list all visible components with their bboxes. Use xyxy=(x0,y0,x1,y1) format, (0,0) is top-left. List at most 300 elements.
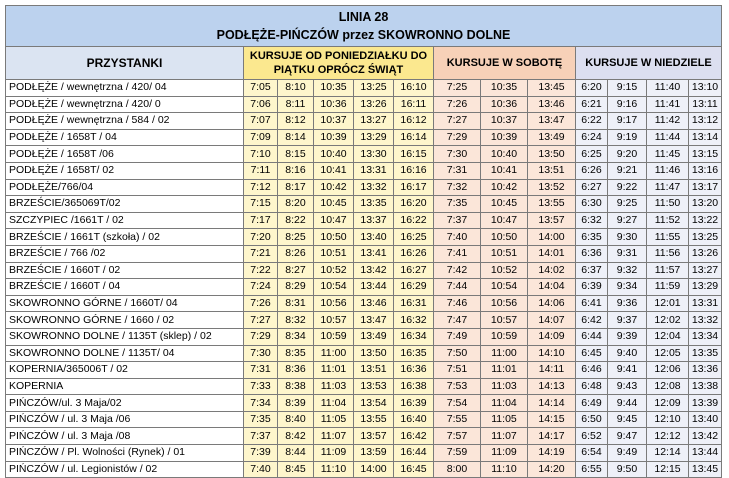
weekday-departure-time: 16:17 xyxy=(394,179,434,196)
stop-name: PIŃCZÓW / ul. 3 Maja /06 xyxy=(6,411,244,428)
sunday-departure-time: 11:52 xyxy=(647,212,689,229)
saturday-departure-time: 7:35 xyxy=(434,196,481,213)
weekday-departure-time: 10:37 xyxy=(314,113,354,130)
weekday-departure-time: 13:29 xyxy=(354,129,394,146)
saturday-departure-time: 10:52 xyxy=(481,262,528,279)
weekday-departure-time: 8:20 xyxy=(278,196,314,213)
stop-name: PODŁĘŻE / 1658T /06 xyxy=(6,146,244,163)
saturday-departure-time: 7:57 xyxy=(434,428,481,445)
weekday-departure-time: 10:57 xyxy=(314,312,354,329)
weekday-departure-time: 10:39 xyxy=(314,129,354,146)
sunday-departure-time: 6:54 xyxy=(576,445,608,462)
saturday-departure-time: 11:07 xyxy=(481,428,528,445)
weekday-departure-time: 10:41 xyxy=(314,162,354,179)
weekday-departure-time: 8:16 xyxy=(278,162,314,179)
weekday-departure-time: 7:15 xyxy=(244,196,278,213)
weekday-departure-time: 7:33 xyxy=(244,378,278,395)
weekday-departure-time: 7:11 xyxy=(244,162,278,179)
saturday-departure-time: 14:11 xyxy=(528,362,576,379)
weekday-departure-time: 16:36 xyxy=(394,362,434,379)
weekday-departure-time: 7:29 xyxy=(244,328,278,345)
weekday-departure-time: 10:42 xyxy=(314,179,354,196)
saturday-departure-time: 7:50 xyxy=(434,345,481,362)
weekday-departure-time: 16:15 xyxy=(394,146,434,163)
saturday-departure-time: 11:01 xyxy=(481,362,528,379)
table-row xyxy=(6,461,722,478)
weekday-departure-time: 10:52 xyxy=(314,262,354,279)
line-number: LINIA 28 xyxy=(338,10,389,24)
weekday-departure-time: 16:22 xyxy=(394,212,434,229)
weekday-departure-time: 13:57 xyxy=(354,428,394,445)
sunday-departure-time: 13:11 xyxy=(689,96,722,113)
sunday-departure-time: 13:38 xyxy=(689,378,722,395)
sunday-departure-time: 11:42 xyxy=(647,113,689,130)
weekday-departure-time: 7:37 xyxy=(244,428,278,445)
stop-name: PODŁĘŻE/766/04 xyxy=(6,179,244,196)
saturday-departure-time: 7:59 xyxy=(434,445,481,462)
stop-name: PODŁĘŻE / wewnętrzna / 420/ 04 xyxy=(6,80,244,97)
weekday-departure-time: 16:25 xyxy=(394,229,434,246)
sunday-departure-time: 12:01 xyxy=(647,295,689,312)
sunday-departure-time: 11:40 xyxy=(647,80,689,97)
weekday-departure-time: 8:26 xyxy=(278,245,314,262)
weekday-departure-time: 11:10 xyxy=(314,461,354,478)
sunday-departure-time: 9:16 xyxy=(608,96,647,113)
weekday-departure-time: 10:47 xyxy=(314,212,354,229)
saturday-departure-time: 13:47 xyxy=(528,113,576,130)
sunday-departure-time: 6:30 xyxy=(576,196,608,213)
weekday-departure-time: 16:40 xyxy=(394,411,434,428)
weekday-departure-time: 11:00 xyxy=(314,345,354,362)
stop-name: KOPERNIA/365006T / 02 xyxy=(6,362,244,379)
saturday-departure-time: 11:10 xyxy=(481,461,528,478)
weekday-departure-time: 8:45 xyxy=(278,461,314,478)
sunday-departure-time: 9:39 xyxy=(608,328,647,345)
saturday-departure-time: 13:52 xyxy=(528,179,576,196)
sunday-departure-time: 6:46 xyxy=(576,362,608,379)
weekday-departure-time: 7:06 xyxy=(244,96,278,113)
sunday-departure-time: 12:10 xyxy=(647,411,689,428)
weekday-departure-time: 7:22 xyxy=(244,262,278,279)
weekday-departure-time: 8:17 xyxy=(278,179,314,196)
weekday-departure-time: 13:32 xyxy=(354,179,394,196)
sunday-departure-time: 6:22 xyxy=(576,113,608,130)
table-row xyxy=(6,411,722,428)
weekday-departure-time: 7:21 xyxy=(244,245,278,262)
weekday-departure-time: 16:31 xyxy=(394,295,434,312)
weekday-departure-time: 13:50 xyxy=(354,345,394,362)
saturday-departure-time: 14:17 xyxy=(528,428,576,445)
sunday-departure-time: 13:40 xyxy=(689,411,722,428)
table-row xyxy=(6,279,722,296)
weekday-departure-time: 10:51 xyxy=(314,245,354,262)
sunday-departure-time: 6:44 xyxy=(576,328,608,345)
table-row xyxy=(6,445,722,462)
weekday-departure-time: 13:59 xyxy=(354,445,394,462)
sunday-departure-time: 13:32 xyxy=(689,312,722,329)
saturday-departure-time: 7:49 xyxy=(434,328,481,345)
sunday-departure-time: 9:20 xyxy=(608,146,647,163)
sunday-header: KURSUJE W NIEDZIELE xyxy=(576,47,722,80)
weekday-departure-time: 10:56 xyxy=(314,295,354,312)
saturday-departure-time: 14:02 xyxy=(528,262,576,279)
sunday-departure-time: 6:27 xyxy=(576,179,608,196)
table-row xyxy=(6,428,722,445)
sunday-departure-time: 9:41 xyxy=(608,362,647,379)
saturday-departure-time: 7:51 xyxy=(434,362,481,379)
timetable-container xyxy=(5,5,721,478)
sunday-departure-time: 9:40 xyxy=(608,345,647,362)
sunday-departure-time: 9:19 xyxy=(608,129,647,146)
sunday-departure-time: 11:45 xyxy=(647,146,689,163)
weekday-departure-time: 13:54 xyxy=(354,395,394,412)
table-row xyxy=(6,196,722,213)
sunday-departure-time: 12:12 xyxy=(647,428,689,445)
saturday-departure-time: 13:50 xyxy=(528,146,576,163)
weekday-departure-time: 14:00 xyxy=(354,461,394,478)
sunday-departure-time: 13:17 xyxy=(689,179,722,196)
sunday-departure-time: 13:12 xyxy=(689,113,722,130)
sunday-departure-time: 9:45 xyxy=(608,411,647,428)
sunday-departure-time: 6:55 xyxy=(576,461,608,478)
weekday-departure-time: 13:26 xyxy=(354,96,394,113)
saturday-departure-time: 10:41 xyxy=(481,162,528,179)
sunday-departure-time: 6:49 xyxy=(576,395,608,412)
weekday-departure-time: 8:10 xyxy=(278,80,314,97)
table-row xyxy=(6,328,722,345)
stop-name: SKOWRONNO DOLNE / 1135T (sklep) / 02 xyxy=(6,328,244,345)
saturday-departure-time: 7:42 xyxy=(434,262,481,279)
saturday-departure-time: 7:29 xyxy=(434,129,481,146)
sunday-departure-time: 13:31 xyxy=(689,295,722,312)
sunday-departure-time: 13:15 xyxy=(689,146,722,163)
table-row xyxy=(6,162,722,179)
stop-name: PIŃCZÓW / ul. 3 Maja /08 xyxy=(6,428,244,445)
sunday-departure-time: 11:59 xyxy=(647,279,689,296)
stop-name: BRZEŚCIE / 1660T / 04 xyxy=(6,279,244,296)
route-name: PODŁĘŻE-PIŃCZÓW przez SKOWRONNO DOLNE xyxy=(216,28,511,42)
weekday-departure-time: 13:31 xyxy=(354,162,394,179)
weekday-departure-time: 8:27 xyxy=(278,262,314,279)
saturday-departure-time: 7:46 xyxy=(434,295,481,312)
weekday-departure-time: 7:12 xyxy=(244,179,278,196)
sunday-departure-time: 11:44 xyxy=(647,129,689,146)
timetable-body xyxy=(6,80,722,478)
weekday-departure-time: 7:39 xyxy=(244,445,278,462)
sunday-departure-time: 12:08 xyxy=(647,378,689,395)
sunday-departure-time: 9:17 xyxy=(608,113,647,130)
sunday-departure-time: 13:26 xyxy=(689,245,722,262)
sunday-departure-time: 11:56 xyxy=(647,245,689,262)
weekday-departure-time: 16:32 xyxy=(394,312,434,329)
sunday-departure-time: 6:36 xyxy=(576,245,608,262)
sunday-departure-time: 9:36 xyxy=(608,295,647,312)
sunday-departure-time: 9:30 xyxy=(608,229,647,246)
saturday-departure-time: 13:45 xyxy=(528,80,576,97)
sunday-departure-time: 6:48 xyxy=(576,378,608,395)
weekday-departure-time: 16:16 xyxy=(394,162,434,179)
sunday-departure-time: 6:39 xyxy=(576,279,608,296)
table-row xyxy=(6,212,722,229)
sunday-departure-time: 9:37 xyxy=(608,312,647,329)
weekday-departure-time: 8:22 xyxy=(278,212,314,229)
weekday-departure-time: 11:04 xyxy=(314,395,354,412)
sunday-departure-time: 13:20 xyxy=(689,196,722,213)
saturday-departure-time: 11:03 xyxy=(481,378,528,395)
saturday-departure-time: 10:36 xyxy=(481,96,528,113)
weekday-departure-time: 8:12 xyxy=(278,113,314,130)
saturday-departure-time: 13:55 xyxy=(528,196,576,213)
sunday-departure-time: 6:37 xyxy=(576,262,608,279)
table-row xyxy=(6,96,722,113)
saturday-departure-time: 10:51 xyxy=(481,245,528,262)
weekday-departure-time: 13:27 xyxy=(354,113,394,130)
sunday-departure-time: 11:41 xyxy=(647,96,689,113)
stop-name: SKOWRONNO DOLNE / 1135T/ 04 xyxy=(6,345,244,362)
saturday-departure-time: 13:51 xyxy=(528,162,576,179)
table-row xyxy=(6,129,722,146)
saturday-departure-time: 10:54 xyxy=(481,279,528,296)
timetable xyxy=(5,5,722,478)
weekday-departure-time: 7:09 xyxy=(244,129,278,146)
table-row xyxy=(6,245,722,262)
stop-name: BRZEŚCIE/365069T/02 xyxy=(6,196,244,213)
saturday-departure-time: 10:50 xyxy=(481,229,528,246)
weekday-departure-time: 16:42 xyxy=(394,428,434,445)
saturday-departure-time: 7:32 xyxy=(434,179,481,196)
saturday-departure-time: 7:40 xyxy=(434,229,481,246)
sunday-departure-time: 11:46 xyxy=(647,162,689,179)
weekday-departure-time: 11:07 xyxy=(314,428,354,445)
weekday-departure-time: 16:45 xyxy=(394,461,434,478)
weekday-departure-time: 8:44 xyxy=(278,445,314,462)
sunday-departure-time: 12:05 xyxy=(647,345,689,362)
weekday-departure-time: 16:35 xyxy=(394,345,434,362)
weekday-departure-time: 8:15 xyxy=(278,146,314,163)
sunday-departure-time: 13:25 xyxy=(689,229,722,246)
saturday-departure-time: 14:14 xyxy=(528,395,576,412)
saturday-departure-time: 14:10 xyxy=(528,345,576,362)
weekday-departure-time: 11:05 xyxy=(314,411,354,428)
weekday-departure-time: 16:27 xyxy=(394,262,434,279)
saturday-departure-time: 14:15 xyxy=(528,411,576,428)
saturday-departure-time: 10:45 xyxy=(481,196,528,213)
weekday-departure-time: 10:59 xyxy=(314,328,354,345)
weekday-departure-time: 8:11 xyxy=(278,96,314,113)
saturday-departure-time: 7:26 xyxy=(434,96,481,113)
weekday-departure-time: 13:51 xyxy=(354,362,394,379)
saturday-departure-time: 8:00 xyxy=(434,461,481,478)
sunday-departure-time: 6:32 xyxy=(576,212,608,229)
sunday-departure-time: 9:34 xyxy=(608,279,647,296)
table-row xyxy=(6,80,722,97)
sunday-departure-time: 6:50 xyxy=(576,411,608,428)
saturday-departure-time: 7:44 xyxy=(434,279,481,296)
weekday-departure-time: 7:40 xyxy=(244,461,278,478)
weekday-departure-time: 13:55 xyxy=(354,411,394,428)
table-row xyxy=(6,262,722,279)
sunday-departure-time: 13:22 xyxy=(689,212,722,229)
weekday-departure-time: 10:54 xyxy=(314,279,354,296)
weekday-departure-time: 16:44 xyxy=(394,445,434,462)
saturday-departure-time: 14:19 xyxy=(528,445,576,462)
saturday-departure-time: 14:01 xyxy=(528,245,576,262)
sunday-departure-time: 11:55 xyxy=(647,229,689,246)
sunday-departure-time: 9:44 xyxy=(608,395,647,412)
saturday-departure-time: 7:55 xyxy=(434,411,481,428)
sunday-departure-time: 12:04 xyxy=(647,328,689,345)
table-row xyxy=(6,395,722,412)
sunday-departure-time: 13:42 xyxy=(689,428,722,445)
saturday-departure-time: 7:54 xyxy=(434,395,481,412)
sunday-departure-time: 13:36 xyxy=(689,362,722,379)
sunday-departure-time: 9:25 xyxy=(608,196,647,213)
weekday-departure-time: 16:10 xyxy=(394,80,434,97)
saturday-departure-time: 10:47 xyxy=(481,212,528,229)
sunday-departure-time: 9:15 xyxy=(608,80,647,97)
sunday-departure-time: 6:24 xyxy=(576,129,608,146)
saturday-departure-time: 7:37 xyxy=(434,212,481,229)
sunday-departure-time: 12:14 xyxy=(647,445,689,462)
saturday-departure-time: 7:27 xyxy=(434,113,481,130)
weekday-departure-time: 10:36 xyxy=(314,96,354,113)
stop-name: SKOWRONNO GÓRNE / 1660T/ 04 xyxy=(6,295,244,312)
sunday-departure-time: 6:41 xyxy=(576,295,608,312)
sunday-departure-time: 9:47 xyxy=(608,428,647,445)
sunday-departure-time: 9:43 xyxy=(608,378,647,395)
saturday-departure-time: 11:00 xyxy=(481,345,528,362)
stop-name: SZCZYPIEC /1661T / 02 xyxy=(6,212,244,229)
weekday-departure-time: 11:03 xyxy=(314,378,354,395)
sunday-departure-time: 6:45 xyxy=(576,345,608,362)
weekday-departure-time: 7:31 xyxy=(244,362,278,379)
timetable-title xyxy=(6,6,722,47)
weekday-departure-time: 8:35 xyxy=(278,345,314,362)
sunday-departure-time: 9:50 xyxy=(608,461,647,478)
table-row xyxy=(6,345,722,362)
weekday-departure-time: 8:39 xyxy=(278,395,314,412)
sunday-departure-time: 13:34 xyxy=(689,328,722,345)
stop-name: PODŁĘŻE / 1658T / 04 xyxy=(6,129,244,146)
sunday-departure-time: 9:27 xyxy=(608,212,647,229)
weekday-departure-time: 16:29 xyxy=(394,279,434,296)
sunday-departure-time: 9:21 xyxy=(608,162,647,179)
weekday-departure-time: 10:45 xyxy=(314,196,354,213)
saturday-departure-time: 7:25 xyxy=(434,80,481,97)
sunday-departure-time: 9:32 xyxy=(608,262,647,279)
stop-name: PODŁĘŻE / 1658T/ 02 xyxy=(6,162,244,179)
saturday-departure-time: 14:04 xyxy=(528,279,576,296)
table-row xyxy=(6,146,722,163)
table-row xyxy=(6,362,722,379)
saturday-departure-time: 14:09 xyxy=(528,328,576,345)
sunday-departure-time: 13:45 xyxy=(689,461,722,478)
sunday-departure-time: 11:50 xyxy=(647,196,689,213)
table-row xyxy=(6,113,722,130)
sunday-departure-time: 6:52 xyxy=(576,428,608,445)
sunday-departure-time: 12:02 xyxy=(647,312,689,329)
weekday-departure-time: 13:37 xyxy=(354,212,394,229)
saturday-departure-time: 14:20 xyxy=(528,461,576,478)
weekday-departure-time: 7:20 xyxy=(244,229,278,246)
weekday-departure-time: 8:32 xyxy=(278,312,314,329)
weekday-departure-time: 7:35 xyxy=(244,411,278,428)
saturday-departure-time: 10:40 xyxy=(481,146,528,163)
weekday-departure-time: 13:42 xyxy=(354,262,394,279)
stop-name: PIŃCZÓW / Pl. Wolności (Rynek) / 01 xyxy=(6,445,244,462)
weekday-departure-time: 8:38 xyxy=(278,378,314,395)
sunday-departure-time: 11:47 xyxy=(647,179,689,196)
weekday-departure-time: 16:12 xyxy=(394,113,434,130)
weekday-departure-time: 8:36 xyxy=(278,362,314,379)
saturday-departure-time: 13:46 xyxy=(528,96,576,113)
weekday-departure-time: 13:47 xyxy=(354,312,394,329)
sunday-departure-time: 13:29 xyxy=(689,279,722,296)
weekday-departure-time: 16:26 xyxy=(394,245,434,262)
weekday-departure-time: 13:44 xyxy=(354,279,394,296)
sunday-departure-time: 12:06 xyxy=(647,362,689,379)
sunday-departure-time: 6:21 xyxy=(576,96,608,113)
stop-name: BRZEŚCIE / 766 /02 xyxy=(6,245,244,262)
sunday-departure-time: 12:15 xyxy=(647,461,689,478)
weekday-departure-time: 11:09 xyxy=(314,445,354,462)
weekday-departure-time: 7:30 xyxy=(244,345,278,362)
weekday-departure-time: 8:31 xyxy=(278,295,314,312)
table-row xyxy=(6,179,722,196)
table-row xyxy=(6,378,722,395)
sunday-departure-time: 13:35 xyxy=(689,345,722,362)
saturday-departure-time: 14:13 xyxy=(528,378,576,395)
stop-name: KOPERNIA xyxy=(6,378,244,395)
weekday-departure-time: 7:34 xyxy=(244,395,278,412)
weekday-departure-time: 13:35 xyxy=(354,196,394,213)
sunday-departure-time: 6:25 xyxy=(576,146,608,163)
sunday-departure-time: 6:42 xyxy=(576,312,608,329)
sunday-departure-time: 9:22 xyxy=(608,179,647,196)
saturday-departure-time: 11:05 xyxy=(481,411,528,428)
sunday-departure-time: 12:09 xyxy=(647,395,689,412)
sunday-departure-time: 9:31 xyxy=(608,245,647,262)
weekday-departure-time: 7:05 xyxy=(244,80,278,97)
sunday-departure-time: 13:44 xyxy=(689,445,722,462)
saturday-departure-time: 14:06 xyxy=(528,295,576,312)
weekday-departure-time: 10:50 xyxy=(314,229,354,246)
sunday-departure-time: 9:49 xyxy=(608,445,647,462)
weekday-departure-time: 13:53 xyxy=(354,378,394,395)
stop-name: BRZEŚCIE / 1661T (szkoła) / 02 xyxy=(6,229,244,246)
weekday-departure-time: 16:11 xyxy=(394,96,434,113)
weekday-departure-time: 10:40 xyxy=(314,146,354,163)
saturday-departure-time: 13:57 xyxy=(528,212,576,229)
weekday-header: KURSUJE OD PONIEDZIAŁKU DO PIĄTKU OPRÓCZ ŚWIĄT xyxy=(244,47,434,80)
saturday-departure-time: 10:39 xyxy=(481,129,528,146)
saturday-departure-time: 10:37 xyxy=(481,113,528,130)
weekday-departure-time: 7:07 xyxy=(244,113,278,130)
weekday-departure-time: 16:39 xyxy=(394,395,434,412)
weekday-departure-time: 7:24 xyxy=(244,279,278,296)
weekday-departure-time: 13:49 xyxy=(354,328,394,345)
saturday-departure-time: 11:04 xyxy=(481,395,528,412)
sunday-departure-time: 13:27 xyxy=(689,262,722,279)
saturday-departure-time: 10:59 xyxy=(481,328,528,345)
saturday-departure-time: 14:00 xyxy=(528,229,576,246)
saturday-departure-time: 14:07 xyxy=(528,312,576,329)
table-row xyxy=(6,229,722,246)
weekday-departure-time: 8:34 xyxy=(278,328,314,345)
weekday-departure-time: 8:42 xyxy=(278,428,314,445)
saturday-header: KURSUJE W SOBOTĘ xyxy=(434,47,576,80)
stop-name: SKOWRONNO GÓRNE / 1660 / 02 xyxy=(6,312,244,329)
